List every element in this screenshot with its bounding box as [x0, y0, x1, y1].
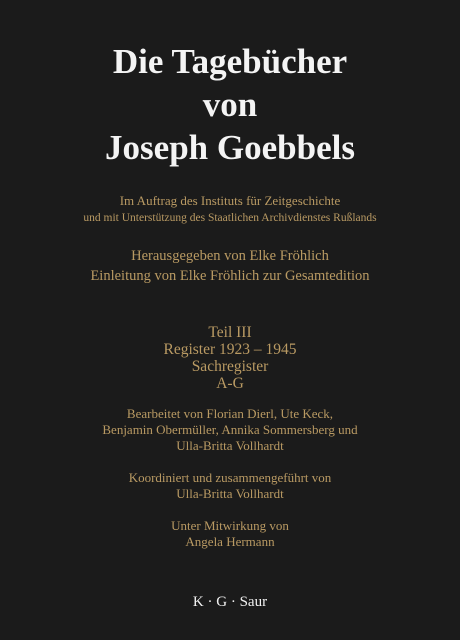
- edited-by-line-3: Ulla-Britta Vollhardt: [176, 438, 284, 453]
- edited-by-block: [0, 406, 460, 454]
- title-line-2: von: [202, 85, 258, 124]
- edited-by-line-2: Benjamin Obermüller, Annika Sommersberg und: [102, 422, 358, 437]
- title-line-3: Joseph Goebbels: [105, 128, 355, 167]
- coordinated-by-line-1: Koordiniert und zusammengeführt von: [128, 470, 332, 485]
- editors-block: [0, 248, 460, 285]
- editors-line-2: Einleitung von Elke Fröhlich zur Gesamtedition: [90, 268, 370, 284]
- coordinated-by-line-2: Ulla-Britta Vollhardt: [176, 486, 284, 501]
- publisher-name: K · G · Saur: [192, 594, 268, 610]
- volume-register: Register 1923 – 1945: [163, 341, 297, 358]
- coordinated-by-block: [0, 470, 460, 502]
- collaboration-line-1: Unter Mitwirkung von: [171, 518, 289, 533]
- volume-type: Sachregister: [191, 358, 269, 375]
- commission-line-1: Im Auftrag des Instituts für Zeitgeschichte: [119, 193, 341, 208]
- volume-block: [0, 324, 460, 392]
- commission-block: [0, 193, 460, 226]
- edited-by-line-1: Bearbeitet von Florian Dierl, Ute Keck,: [126, 406, 334, 421]
- collaboration-block: [0, 518, 460, 550]
- volume-part: Teil III: [208, 324, 252, 341]
- commission-line-2: und mit Unterstützung des Staatlichen Archivdienstes Rußlands: [83, 212, 377, 224]
- collaboration-line-2: Angela Hermann: [185, 534, 275, 549]
- volume-range: A-G: [216, 375, 244, 392]
- title-line-1: Die Tagebücher: [112, 42, 348, 81]
- editors-line-1: Herausgegeben von Elke Fröhlich: [131, 248, 329, 264]
